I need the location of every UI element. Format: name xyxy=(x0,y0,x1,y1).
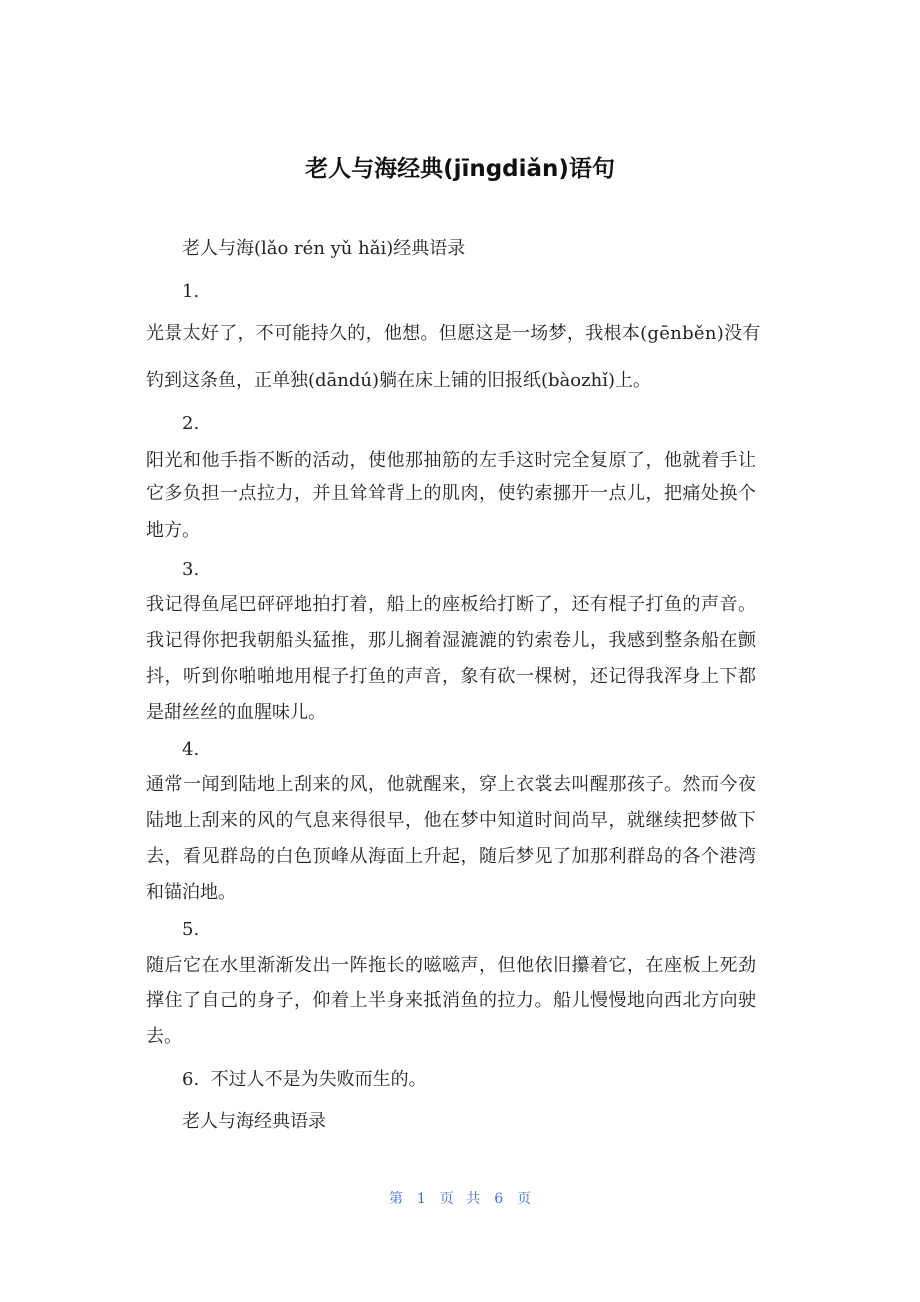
item-number: 4. xyxy=(182,739,200,760)
document-title: 老人与海经典(jīngdiǎn)语句 xyxy=(305,156,615,182)
paragraph-line: 阳光和他手指不断的活动，使他那抽筋的左手这时完全复原了，他就着手让 xyxy=(146,450,757,471)
paragraph-line: 撑住了自己的身子，仰着上半身来抵消鱼的拉力。船儿慢慢地向西北方向驶 xyxy=(146,990,757,1011)
subtitle: 老人与海(lǎo rén yǔ hǎi)经典语录 xyxy=(182,238,466,259)
item-number: 2. xyxy=(182,413,200,434)
paragraph-line: 钓到这条鱼，正单独(dāndú)躺在床上铺的旧报纸(bàozhǐ)上。 xyxy=(146,370,651,391)
footer-prefix: 第 xyxy=(388,1191,403,1207)
item-number: 5. xyxy=(182,919,200,940)
paragraph-line: 我记得你把我朝船头猛推，那儿搁着湿漉漉的钓索卷儿，我感到整条船在颤 xyxy=(146,630,757,651)
item-number: 3. xyxy=(182,559,200,580)
paragraph-line: 去。 xyxy=(146,1026,182,1047)
item-number: 1. xyxy=(182,281,200,302)
total-pages: 6 xyxy=(494,1191,504,1207)
section-heading: 老人与海经典语录 xyxy=(182,1111,326,1132)
paragraph-line: 和锚泊地。 xyxy=(146,882,236,903)
paragraph-line: 它多负担一点拉力，并且耸耸背上的肌肉，使钓索挪开一点儿，把痛处换个 xyxy=(146,483,757,504)
paragraph-line: 陆地上刮来的风的气息来得很早，他在梦中知道时间尚早，就继续把梦做下 xyxy=(146,810,757,831)
current-page: 1 xyxy=(416,1191,426,1207)
paragraph-line: 去，看见群岛的白色顶峰从海面上升起，随后梦见了加那利群岛的各个港湾 xyxy=(146,846,757,867)
page-footer xyxy=(0,1188,920,1208)
paragraph-line: 通常一闻到陆地上刮来的风，他就醒来，穿上衣裳去叫醒那孩子。然而今夜 xyxy=(146,774,757,795)
paragraph-line: 随后它在水里渐渐发出一阵拖长的嗞嗞声，但他依旧攥着它，在座板上死劲 xyxy=(146,955,757,976)
footer-suffix: 页 xyxy=(517,1191,532,1207)
paragraph-line: 光景太好了，不可能持久的，他想。但愿这是一场梦，我根本(gēnběn)没有 xyxy=(146,323,761,344)
paragraph-line: 抖，听到你啪啪地用棍子打鱼的声音，象有砍一棵树，还记得我浑身上下都 xyxy=(146,666,757,687)
paragraph-line: 我记得鱼尾巴砰砰地拍打着，船上的座板给打断了，还有棍子打鱼的声音。 xyxy=(146,594,757,615)
paragraph-line: 地方。 xyxy=(146,520,200,541)
paragraph-line: 是甜丝丝的血腥味儿。 xyxy=(146,702,326,723)
footer-mid: 页 共 xyxy=(439,1191,481,1207)
item-number: 6. 不过人不是为失败而生的。 xyxy=(182,1069,427,1090)
